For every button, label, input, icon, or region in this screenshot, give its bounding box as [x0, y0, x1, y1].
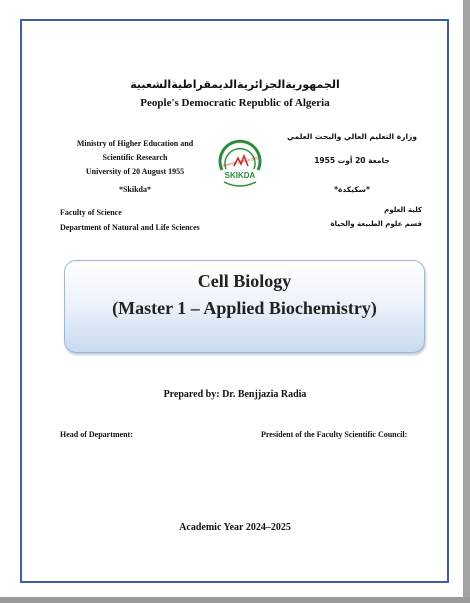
head-of-department-label: Head of Department:: [60, 430, 133, 439]
faculty-english: [60, 205, 200, 235]
logo-ring-text: Université 20 Août 1955: [220, 156, 259, 168]
faculty-name-english: Faculty of Science: [60, 208, 122, 217]
ministry-english-line2: Scientific Research: [102, 153, 168, 162]
title-box: [64, 260, 425, 353]
ministry-english-line1: Ministry of Higher Education and: [76, 139, 194, 148]
city-arabic: *سكيكدة*: [334, 185, 370, 194]
university-logo-icon: [214, 136, 266, 192]
president-label: President of the Faculty Scientific Council:: [261, 430, 408, 439]
department-name-english: Department of Natural and Life Sciences: [60, 223, 200, 232]
prepared-by: Prepared by: Dr. Benjjazia Radia: [163, 389, 307, 400]
page-shadow-bottom: [0, 597, 470, 603]
university-english: University of 20 August 1955: [85, 167, 185, 176]
logo-name-text: SKIKDA: [224, 171, 256, 180]
ministry-arabic: [282, 130, 422, 168]
faculty-arabic: [290, 203, 422, 231]
ministry-arabic-line1: وزارة التعليم العالي والبحث العلمي: [286, 132, 418, 141]
ministry-english: [60, 137, 210, 179]
faculty-name-arabic: كلية العلوم: [384, 206, 422, 214]
department-name-arabic: قسم علوم الطبيعة والحياة: [330, 220, 422, 228]
university-arabic: جامعة 20 أوت 1955: [314, 156, 390, 165]
city-english: *Skikda*: [118, 185, 152, 194]
arabic-country-name: الجمهوريةالجزائريةالديمقراطيةالشعبية: [130, 78, 340, 91]
english-country-name: People's Democratic Republic of Algeria: [140, 97, 330, 109]
course-title: Cell Biology: [197, 271, 292, 291]
academic-year: Academic Year 2024–2025: [179, 522, 291, 533]
course-subtitle: (Master 1 – Applied Biochemistry): [112, 298, 377, 318]
